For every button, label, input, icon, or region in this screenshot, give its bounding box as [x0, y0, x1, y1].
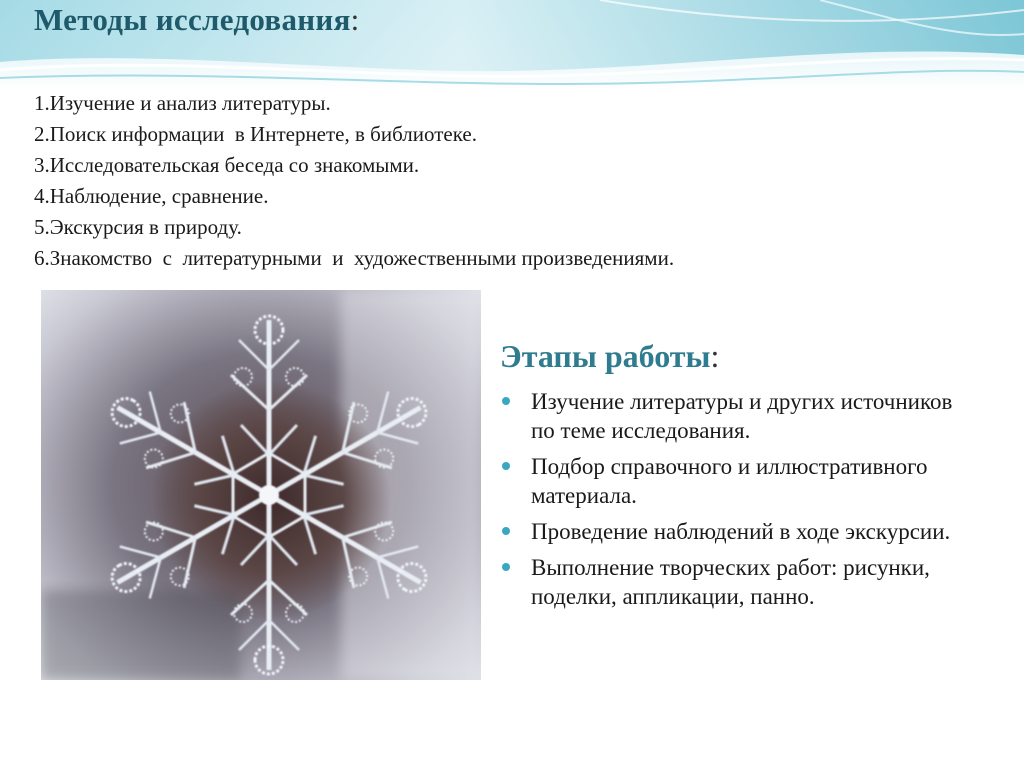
methods-list [34, 88, 674, 274]
stages-title-text: Этапы работы [500, 338, 711, 374]
method-item: 4.Наблюдение, сравнение. [34, 184, 269, 208]
bullet-icon [502, 563, 510, 571]
bullet-icon [502, 397, 510, 405]
stage-text: Подбор справочного и иллюстративного материала. [531, 454, 928, 508]
slide-title [34, 2, 360, 38]
stages-list [500, 387, 970, 618]
stage-item [500, 452, 970, 510]
method-item: 3.Исследовательская беседа со знакомыми. [34, 153, 420, 177]
method-item: 1.Изучение и анализ литературы. [34, 91, 331, 115]
slide-title-colon: : [350, 2, 360, 37]
slide-title-text: Методы исследования [34, 2, 351, 37]
stage-text: Изучение литературы и других источников по теме исследования. [531, 389, 953, 443]
snowflake-image [41, 290, 481, 680]
stage-item [500, 517, 970, 546]
snowflake-photo [41, 290, 481, 680]
stage-item [500, 553, 970, 611]
method-item: 6.Знакомство с литературными и художественными произведениями. [34, 246, 675, 270]
method-item: 2.Поиск информации в Интернете, в библиотеке. [34, 122, 477, 146]
bullet-icon [502, 462, 510, 470]
stage-text: Проведение наблюдений в ходе экскурсии. [531, 519, 951, 544]
stages-title [500, 338, 719, 375]
stage-text: Выполнение творческих работ: рисунки, поделки, аппликации, панно. [531, 555, 930, 609]
method-item: 5.Экскурсия в природу. [34, 215, 242, 239]
stage-item [500, 387, 970, 445]
bullet-icon [502, 527, 510, 535]
stages-title-colon: : [710, 338, 720, 374]
